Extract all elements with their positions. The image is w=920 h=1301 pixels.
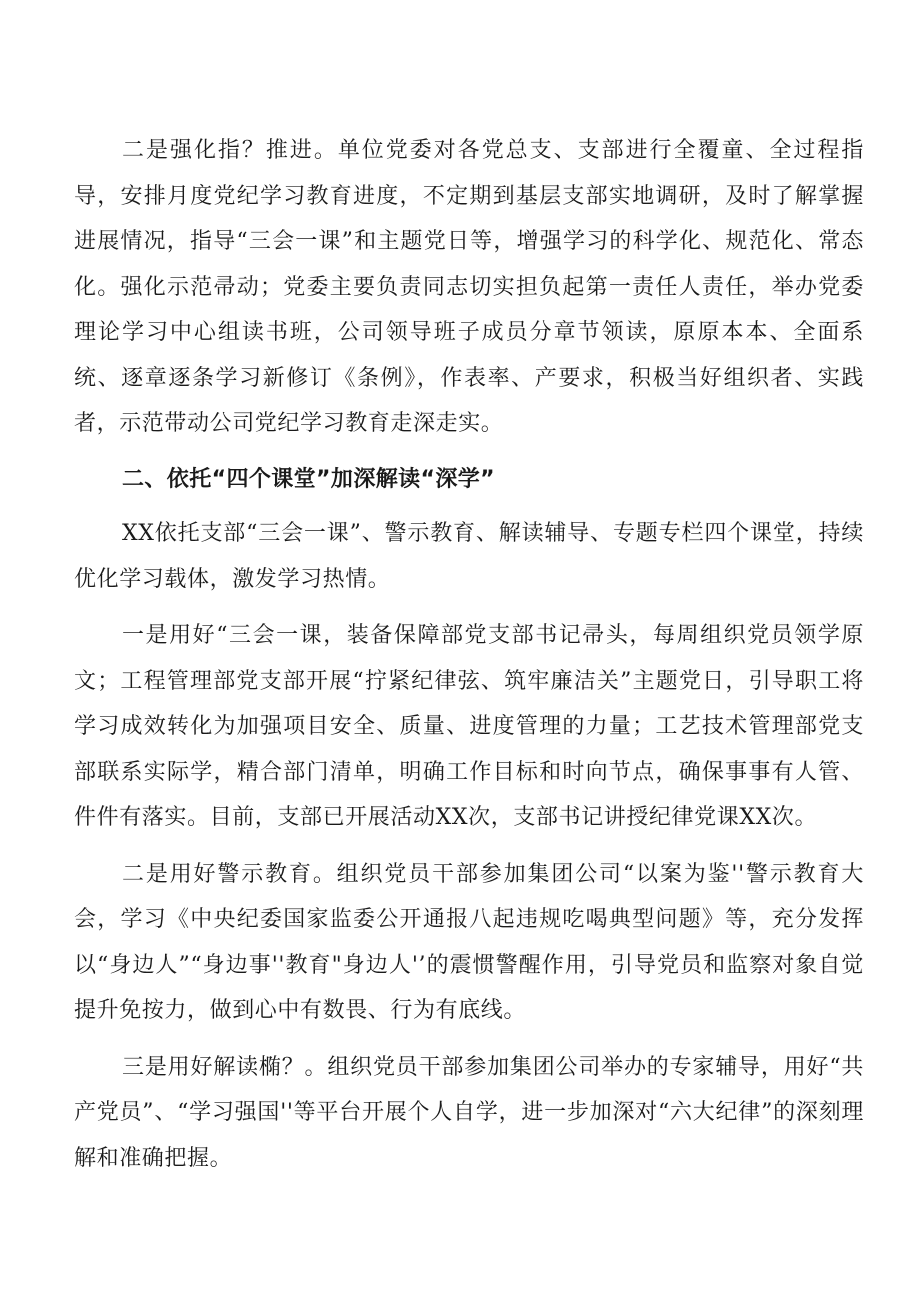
paragraph-strengthen-guidance: 二是强化指？推进。单位党委对各党总支、支部进行全覆童、全过程指导，安排月度党纪学习教育进度，不定期到基层支部实地调研，及时了解掌握进展情况，指导“三会一课”和主题党日等，增强学习的科学化、规范化、常态化。强化示范帚动；党委主要负责同志切实担负起第一责任人责任，举办党委理论学习中心组读书班，公司领导班子成员分章节领读，原原本本、全面系统、逐章逐条学习新修订《条例》，作表率、产要求，积极当好组织者、实践者，示范带动公司党纪学习教育走深走实。 — [74, 138, 864, 436]
paragraph-three-meetings: 一是用好“三会一课，装备保障部党支部书记帚头，每周组织党员领学原文；工程管理部党支部开展“拧紧纪律弦、筑牢廉洁关”主题党日，引导职工将学习成效转化为加强项目安全、质量、进度管理的力量；工艺技术管理部党支部联系实际学，精合部门清单，明确工作目标和时向节点，确保事事有人管、件件有落实。目前，支部已开展活动XX次，支部书记讲授纪律党课XX次。 — [74, 623, 864, 830]
section-heading: 二、依托“四个课堂”加深解读“深学” — [122, 466, 496, 492]
paragraph-warning-education: 二是用好警示教育。组织党员干部参加集团公司“以案为鉴''警示教育大会，学习《中央纪委国家监委公开通报八起违规吃喝典型问题》等，充分发挥以“身边人”“身边事''教育"身边人'’的震惯警醒作用，引导党员和监察对象自觉提升免按力，做到心中有数畏、行为有底线。 — [74, 861, 864, 1023]
document-body — [74, 128, 864, 1181]
paragraph-interpretation: 三是用好解读椭？。组织党员干部参加集团公司举办的专家辅导，用好“共产党员”、“学习强国''等平台开展个人自学，进一步加深对“六大纪律”的深刻理解和准确把握。 — [74, 1054, 864, 1171]
paragraph-four-classrooms-intro: XX依托支部“三会一课”、警示教育、解读辅导、专题专栏四个课堂，持续优化学习载体，激发学习热情。 — [74, 521, 864, 592]
